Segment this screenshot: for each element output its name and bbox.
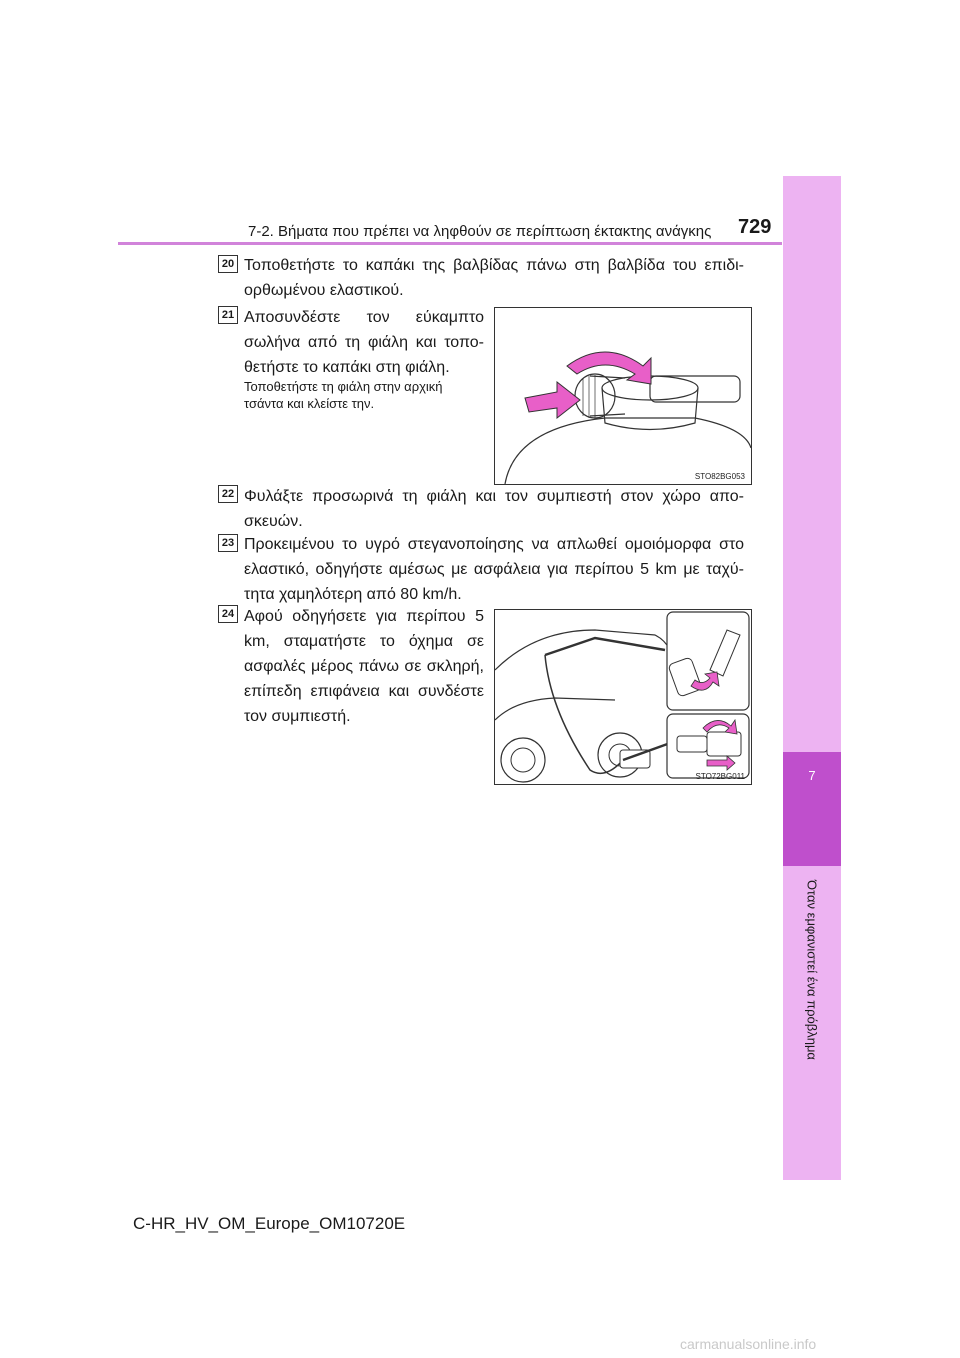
compressor-illustration bbox=[495, 610, 751, 784]
step-text-22: Φυλάξτε προσωρινά τη φιάλη και τον συμπιεστή στον χώρο απο-σκευών. bbox=[244, 488, 744, 530]
header-rule bbox=[118, 242, 782, 245]
step-badge-23: 23 bbox=[218, 534, 238, 552]
figure-bottle-cap bbox=[494, 307, 752, 485]
step-text-20: Τοποθετήστε το καπάκι της βαλβίδας πάνω στη βαλβίδα του επιδι-ορθωμένου ελαστικού. bbox=[244, 257, 744, 299]
watermark: carmanualsonline.info bbox=[680, 1336, 817, 1352]
step-badge-22: 22 bbox=[218, 485, 238, 503]
step-text-24: Αφού οδηγήσετε για περίπου 5 km, σταματήστε το όχημα σε ασφαλές μέρος πάνω σε σκληρή, επίπεδη επιφάνεια και συνδέστε τον συμπιεστή. bbox=[244, 608, 484, 725]
chapter-number: 7 bbox=[808, 768, 816, 783]
page-number: 729 bbox=[738, 216, 772, 238]
step-badge-21: 21 bbox=[218, 306, 238, 324]
step-badge-20: 20 bbox=[218, 255, 238, 273]
step-badge-24: 24 bbox=[218, 605, 238, 623]
step-text-23: Προκειμένου το υγρό στεγανοποίησης να απλωθεί ομοιόμορφα στο ελαστικό, οδηγήστε αμέσως με ασφάλεια για περίπου 5 km με ταχύ-τητα χαμηλότερη από 80 km/h. bbox=[244, 536, 744, 603]
section-title: 7-2. Βήματα που πρέπει να ληφθούν σε περίπτωση έκτακτης ανάγκης bbox=[248, 223, 712, 240]
chapter-title: Όταν εμφανιστεί ένα πρόβλημα bbox=[804, 880, 820, 1060]
figure-code: STO82BG053 bbox=[694, 472, 745, 481]
step-note-21: Τοποθετήστε τη φιάλη στην αρχική τσάντα και κλείστε την. bbox=[244, 379, 443, 411]
figure-code: STO72BG011 bbox=[695, 772, 745, 781]
bottle-cap-illustration bbox=[495, 308, 751, 484]
step-text-21: Αποσυνδέστε τον εύκαμπτο σωλήνα από τη φιάλη και τοπο-θετήστε το καπάκι στη φιάλη. bbox=[244, 309, 484, 376]
figure-compressor-connect bbox=[494, 609, 752, 785]
document-id: C-HR_HV_OM_Europe_OM10720E bbox=[133, 1214, 406, 1233]
